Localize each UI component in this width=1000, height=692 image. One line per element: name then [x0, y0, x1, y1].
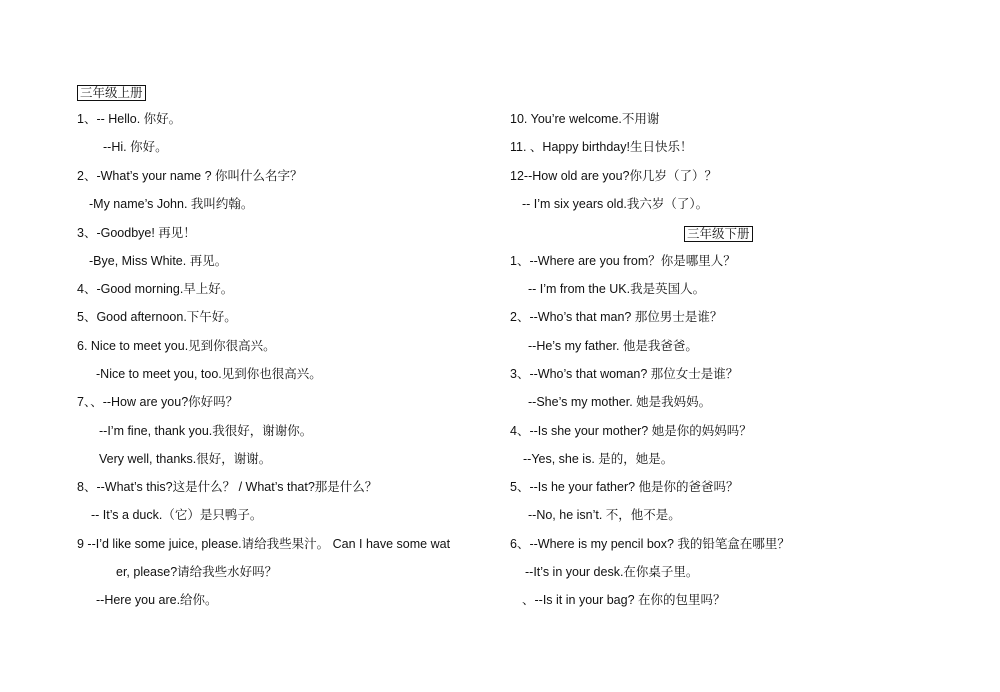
dialogue-line: 8、--What’s this?这是什么？ / What’s that?那是什么？ [77, 480, 378, 494]
dialogue-line: 3、-Goodbye! 再见！ [77, 226, 196, 240]
dialogue-line: 3、--Who’s that woman? 那位女士是谁？ [510, 367, 739, 381]
dialogue-line: 10. You’re welcome.不用谢 [510, 112, 660, 126]
dialogue-line: --Yes, she is. 是的，她是。 [523, 452, 674, 466]
dialogue-line: 1、--Where are you from？你是哪里人？ [510, 254, 736, 268]
dialogue-line: -- It’s a duck.（它）是只鸭子。 [91, 508, 263, 522]
dialogue-line: --It’s in your desk.在你桌子里。 [525, 565, 699, 579]
dialogue-line: 4、--Is she your mother? 她是你的妈妈吗？ [510, 424, 752, 438]
dialogue-line: --No, he isn’t. 不，他不是。 [528, 508, 681, 522]
dialogue-line: --She’s my mother. 她是我妈妈。 [528, 395, 712, 409]
dialogue-line: 5、Good afternoon.下午好。 [77, 310, 237, 324]
dialogue-line: 9 --I’d like some juice, please.请给我些果汁。 Can I have some wat [77, 537, 451, 551]
section-title-grade3-second: 三年级下册 [684, 226, 753, 242]
dialogue-line: -My name’s John. 我叫约翰。 [89, 197, 254, 211]
dialogue-line: 2、--Who’s that man? 那位男士是谁？ [510, 310, 723, 324]
dialogue-line: -- I’m six years old.我六岁（了）。 [522, 197, 709, 211]
dialogue-line: 、--Is it in your bag? 在你的包里吗？ [522, 593, 726, 607]
dialogue-line: 1、-- Hello. 你好。 [77, 112, 182, 126]
dialogue-line: 11. 、Happy birthday!生日快乐！ [510, 140, 693, 154]
dialogue-line: 2、-What’s your name ? 你叫什么名字？ [77, 169, 303, 183]
dialogue-line: 7、、--How are you?你好吗？ [77, 395, 239, 409]
dialogue-line: -Bye, Miss White. 再见。 [89, 254, 228, 268]
dialogue-line: -- I’m from the UK.我是英国人。 [528, 282, 706, 296]
dialogue-line: --Hi. 你好。 [103, 140, 168, 154]
dialogue-line: er, please?请给我些水好吗？ [116, 565, 278, 579]
dialogue-line: 6、--Where is my pencil box? 我的铅笔盒在哪里？ [510, 537, 790, 551]
section-title-grade3-first: 三年级上册 [77, 85, 146, 101]
dialogue-line: --Here you are.给你。 [96, 593, 218, 607]
dialogue-line: Very well, thanks.很好，谢谢。 [99, 452, 272, 466]
dialogue-line: --He’s my father. 他是我爸爸。 [528, 339, 698, 353]
dialogue-line: 6. Nice to meet you.见到你很高兴。 [77, 339, 276, 353]
dialogue-line: 5、--Is he your father? 他是你的爸爸吗？ [510, 480, 739, 494]
dialogue-line: -Nice to meet you, too.见到你也很高兴。 [96, 367, 322, 381]
dialogue-line: 4、-Good morning.早上好。 [77, 282, 234, 296]
dialogue-line: --I’m fine, thank you.我很好，谢谢你。 [99, 424, 313, 438]
dialogue-line: 12--How old are you?你几岁（了）？ [510, 169, 718, 183]
